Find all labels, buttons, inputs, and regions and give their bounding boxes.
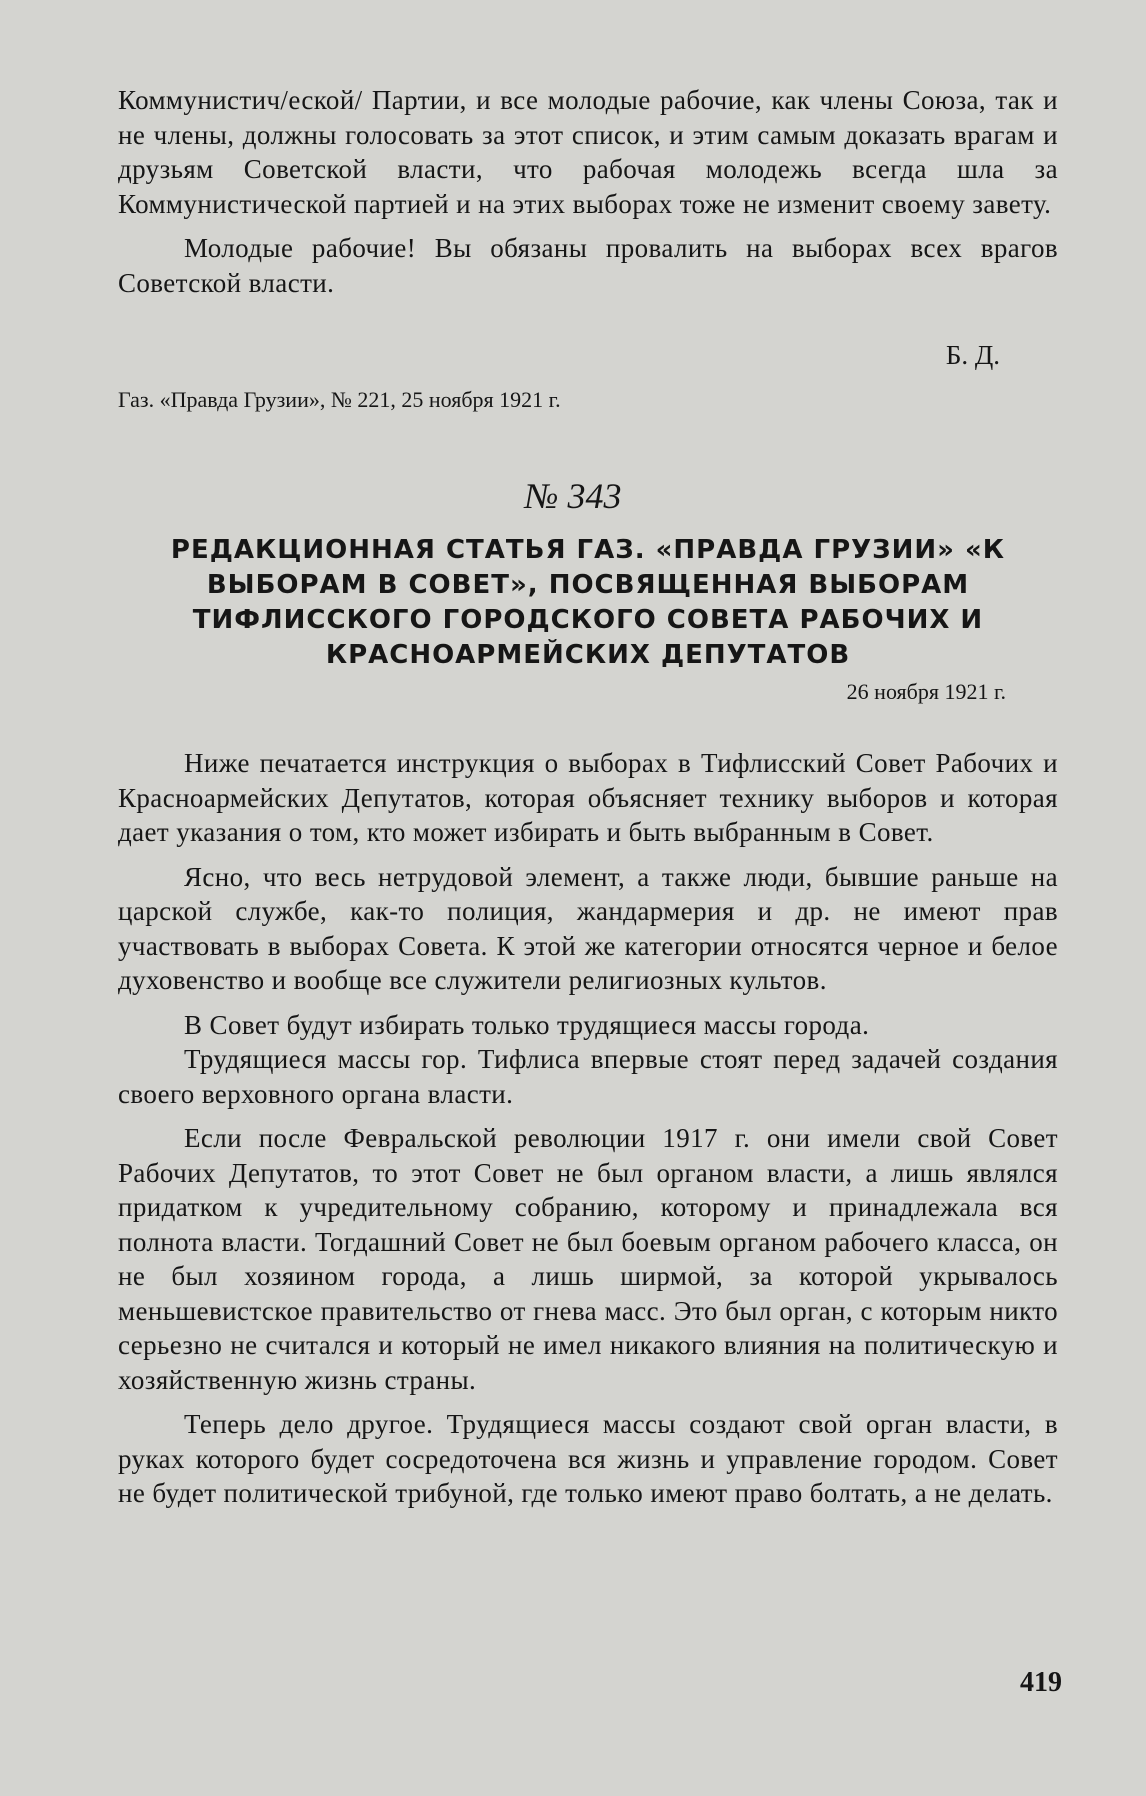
paragraph-4: Трудящиеся массы гор. Тифлиса впервые стоят перед задачей создания своего верховного органа власти. bbox=[118, 1044, 1058, 1109]
document-number: № 343 bbox=[524, 476, 622, 516]
document-heading: РЕДАКЦИОННАЯ СТАТЬЯ ГАЗ. «ПРАВДА ГРУЗИИ» «К ВЫБОРАМ В СОВЕТ», ПОСВЯЩЕННАЯ ВЫБОРАМ ТИФЛИССКОГО ГОРОДСКОГО СОВЕТА РАБОЧИХ И КРАСНОАРМЕЙСКИХ ДЕПУТАТОВ bbox=[170, 535, 1006, 670]
page-number: 419 bbox=[1020, 1667, 1062, 1698]
paragraph-appeal: Молодые рабочие! Вы обязаны провалить на выборах всех врагов Советской власти. bbox=[118, 233, 1058, 298]
signature: Б. Д. bbox=[945, 340, 1000, 370]
paragraph-6: Теперь дело другое. Трудящиеся массы создают свой орган власти, в руках которого будет сосредоточена вся жизнь и управление городом. Совет не будет политической трибуной, где только имеют право болтать, а не делать. bbox=[118, 1409, 1058, 1508]
paragraph-5: Если после Февральской революции 1917 г. они имели свой Совет Рабочих Депутатов, то этот Совет не был органом власти, а лишь являлся придатком к учредительному собранию, которому и принадлежала вся полнота власти. Тогдашний Совет не был боевым органом рабочего класса, он не был хозяином города, а лишь ширмой, за которой укрывалось меньшевистское правительство от гнева масс. Это был орган, с которым никто серьезно не считался и который не имел никакого влияния на политическую и хозяйственную жизнь страны. bbox=[118, 1123, 1058, 1395]
paragraph-1: Ниже печатается инструкция о выборах в Тифлисский Совет Рабочих и Красноармейских Депутатов, которая объясняет технику выборов и которая дает указания о том, кто может избирать и быть выбранным в Совет. bbox=[118, 748, 1058, 847]
document-date: 26 ноября 1921 г. bbox=[846, 679, 1006, 704]
paragraph-continuation: Коммунистич/еской/ Партии, и все молодые рабочие, как члены Союза, так и не члены, должны голосовать за этот список, и этим самым доказать врагам и друзьям Советской власти, что рабочая молодежь всегда шла за Коммунистической партией и на этих выборах тоже не изменит своему завету. bbox=[118, 85, 1058, 219]
body-text-block bbox=[118, 746, 1058, 1511]
paragraph-2: Ясно, что весь нетрудовой элемент, а также люди, бывшие раньше на царской службе, как-то полиция, жандармерия и др. не имеют прав участвовать в выборах Совета. К этой же категории относятся черное и белое духовенство и вообще все служители религиозных культов. bbox=[118, 861, 1058, 995]
paragraph-3: В Совет будут избирать только трудящиеся массы города. bbox=[184, 1009, 870, 1040]
source-citation: Газ. «Правда Грузии», № 221, 25 ноября 1921 г. bbox=[118, 387, 561, 412]
top-text-block bbox=[118, 83, 1058, 300]
